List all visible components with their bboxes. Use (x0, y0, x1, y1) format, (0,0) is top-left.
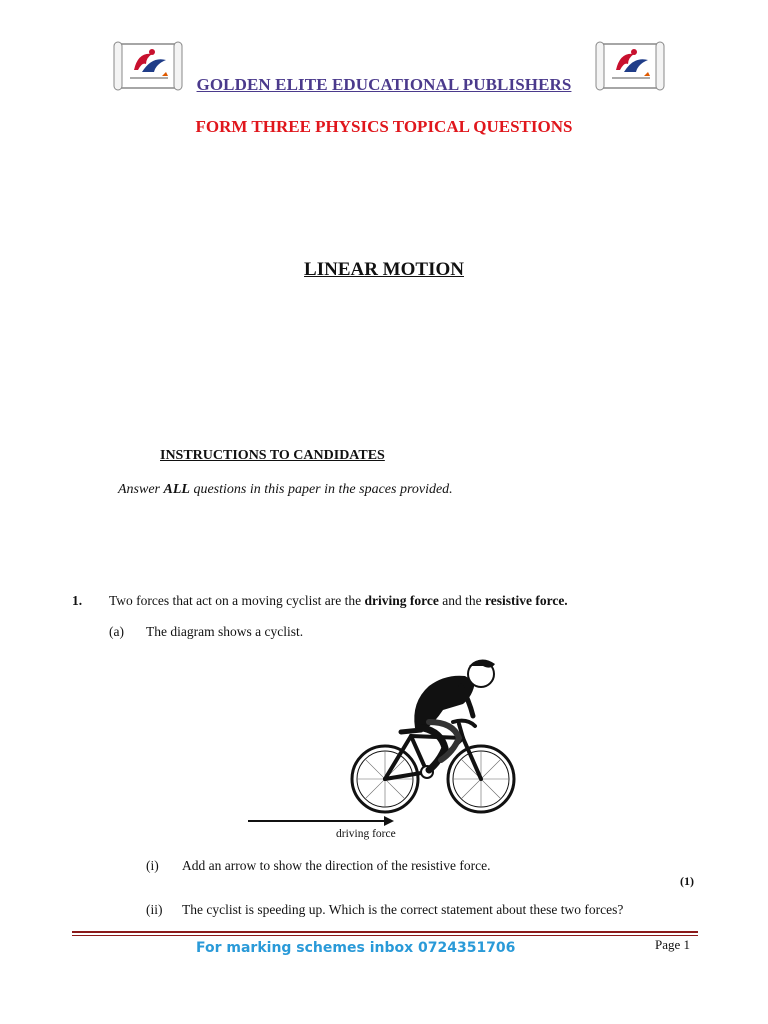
driving-force-arrow (246, 815, 396, 827)
question-stem: Two forces that act on a moving cyclist are the driving force and the resistive force. (109, 593, 568, 608)
sub-ii-text: The cyclist is speeding up. Which is the correct statement about these two forces? (182, 902, 624, 917)
publisher-name: GOLDEN ELITE EDUCATIONAL PUBLISHERS (196, 75, 572, 94)
part-a-text: The diagram shows a cyclist. (146, 624, 304, 639)
sub-ii-label: (ii) (146, 902, 163, 917)
cyclist-illustration (345, 652, 525, 824)
sub-i-text: Add an arrow to show the direction of the resistive force. (182, 858, 491, 873)
instructions-heading: INSTRUCTIONS TO CANDIDATES (160, 448, 385, 463)
instructions-text: Answer ALL questions in this paper in the spaces provided. (118, 482, 453, 497)
page-number: Page 1 (655, 937, 691, 952)
topic-title: LINEAR MOTION (304, 259, 464, 280)
driving-force-label: driving force (336, 828, 396, 840)
sub-i-label: (i) (146, 858, 159, 873)
footer-rule-thin (72, 935, 698, 936)
document-subtitle: FORM THREE PHYSICS TOPICAL QUESTIONS (195, 117, 573, 136)
question-number: 1. (72, 593, 83, 608)
footer-contact: For marking schemes inbox 0724351706 (196, 940, 516, 956)
part-a-label: (a) (109, 624, 124, 639)
sub-i-marks: (1) (680, 874, 694, 888)
footer-rule (72, 931, 698, 933)
